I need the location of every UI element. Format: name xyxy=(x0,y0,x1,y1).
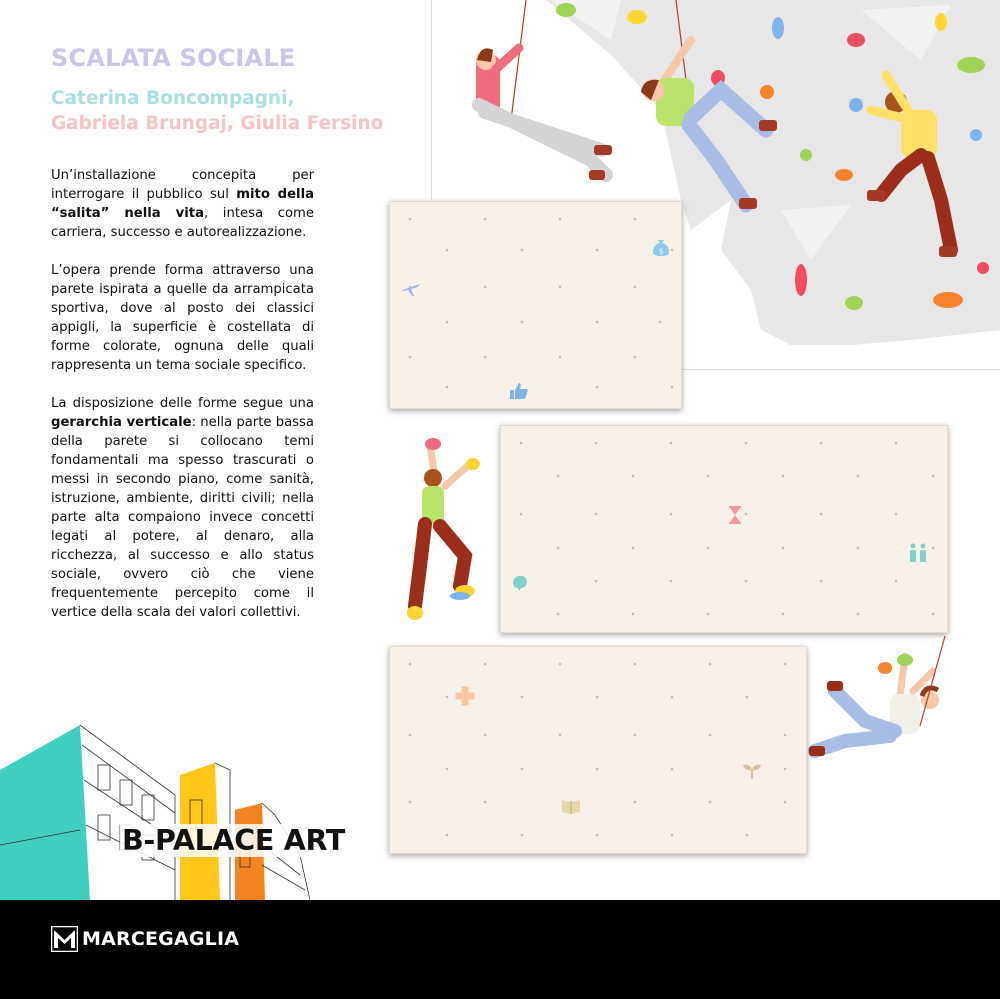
logo-text: MARCEGAGLIA xyxy=(82,928,240,950)
board-dot-grid xyxy=(390,202,682,409)
brain-icon xyxy=(509,572,531,594)
airplane-icon xyxy=(400,278,422,300)
page-title: SCALATA SOCIALE xyxy=(51,44,296,72)
authors-line-1: Caterina Boncompagni, xyxy=(51,88,295,109)
climber-pink-shirt xyxy=(476,48,612,180)
authors-line-2: Gabriela Brungaj, Giulia Fersino xyxy=(51,113,384,134)
sprout-icon xyxy=(741,759,763,781)
wall-board-top xyxy=(389,201,682,409)
board-dot-grid xyxy=(501,426,948,633)
marcegaglia-logo-icon xyxy=(51,926,78,952)
wall-board-bottom xyxy=(389,646,807,854)
paragraph-1: Un’installazione concepita per interrogare il pubblico sul mito della “salita” nella vita, intesa come carriera, successo e autorealizzazione. xyxy=(51,168,314,240)
paragraph-3: La disposizione delle forme segue una gerarchia verticale: nella parte bassa della parete si collocano temi fondamentali ma spesso trascurati o messi in secondo piano, come sanità, istruzione, ambiente, diritti civili; nella parte alta compaiono invece concetti legati al potere, al denaro, alla ricchezza, al successo e allo status sociale, ovvero ciò che viene frequentemente percepito come il vertice della scala dei valori collettivi. xyxy=(51,396,314,620)
brand-name: B-PALACE ART xyxy=(122,824,345,857)
medical-cross-icon xyxy=(454,685,476,707)
people-icon xyxy=(907,542,929,564)
marcegaglia-logo xyxy=(51,926,239,952)
svg-text:$: $ xyxy=(658,246,664,256)
authors xyxy=(51,86,431,136)
hourglass-icon xyxy=(724,504,746,526)
book-icon xyxy=(560,795,582,817)
city-buildings-illustration xyxy=(0,725,310,900)
board-dot-grid xyxy=(390,647,807,854)
climber-blue-pants xyxy=(805,636,950,766)
wall-board-middle xyxy=(500,425,948,633)
thumbs-up-icon xyxy=(508,380,530,402)
paragraph-2: L’opera prende forma attraverso una parete ispirata a quelle da arrampicata sportiva, dove al posto dei classici appigli, la superficie è costellata di forme colorate, ognuna delle quali rappresenta un tema sociale specifico. xyxy=(51,263,314,373)
money-bag-icon xyxy=(650,236,672,258)
climber-green-tank xyxy=(400,436,490,636)
description-text xyxy=(51,166,314,641)
